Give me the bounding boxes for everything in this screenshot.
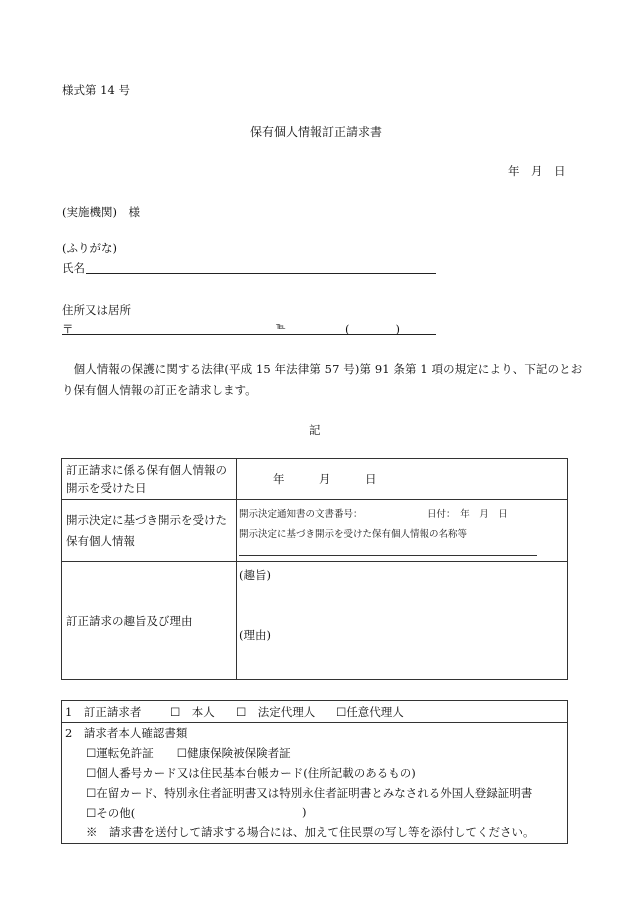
row1-label-1: 訂正請求に係る保有個人情報の bbox=[66, 463, 227, 477]
doc-line-4-close: ) bbox=[302, 805, 307, 819]
opt-self-checkbox[interactable]: ☐ 本人 bbox=[170, 705, 215, 719]
row2-doc-no: 開示決定通知書の文書番号： bbox=[239, 509, 363, 520]
row3-purpose: (趣旨) bbox=[239, 568, 271, 582]
row3-reason: (理由) bbox=[239, 628, 271, 642]
form-number: 様式第 14 号 bbox=[62, 83, 130, 97]
page-title: 保有個人情報訂正請求書 bbox=[250, 125, 383, 139]
row2-label-cell bbox=[62, 500, 237, 562]
disclosure-date-field[interactable] bbox=[237, 459, 568, 500]
row2-label-2: 保有個人情報 bbox=[66, 533, 135, 548]
body-text-1: 個人情報の保護に関する法律(平成 15 年法律第 57 号)第 91 条第 1 項の規定により、下記のとお bbox=[62, 362, 583, 376]
row2-date: 日付： 年 月 日 bbox=[427, 509, 508, 520]
name-label: 氏名 bbox=[62, 261, 85, 275]
postal-mark: 〒 bbox=[62, 322, 74, 336]
requester-box bbox=[61, 700, 568, 844]
recipient: (実施機関) 様 bbox=[62, 205, 140, 219]
row1-label-cell bbox=[62, 459, 237, 500]
row2-name-line bbox=[239, 555, 537, 556]
requester-label: 1 訂正請求者 bbox=[65, 705, 142, 719]
doc-line-3[interactable]: ☐在留カード、特別永住者証明書又は特別永住者証明書とみなされる外国人登録証明書 bbox=[86, 786, 533, 800]
doc-line-4[interactable]: ☐その他( bbox=[86, 806, 136, 820]
id-docs-label: 2 請求者本人確認書類 bbox=[65, 726, 188, 740]
ki-mark: 記 bbox=[309, 423, 321, 437]
name-field[interactable] bbox=[86, 273, 436, 274]
tel-label: ℡ bbox=[276, 322, 286, 332]
row2-label-1: 開示決定に基づき開示を受けた bbox=[66, 512, 227, 527]
doc-line-1[interactable]: ☐運転免許証 ☐健康保険被保険者証 bbox=[86, 746, 291, 760]
opt-legal-checkbox[interactable]: ☐ 法定代理人 bbox=[236, 705, 316, 719]
address-label: 住所又は居所 bbox=[62, 303, 131, 317]
row1-label-2: 開示を受けた日 bbox=[66, 481, 147, 495]
opt-voluntary-checkbox[interactable]: ☐任意代理人 bbox=[336, 705, 404, 719]
disclosed-info-field[interactable] bbox=[237, 500, 568, 562]
requester-row bbox=[62, 701, 567, 723]
furigana-label: (ふりがな) bbox=[62, 241, 117, 255]
row3-label: 訂正請求の趣旨及び理由 bbox=[66, 613, 193, 628]
row2-name: 開示決定に基づき開示を受けた保有個人情報の名称等 bbox=[239, 529, 468, 540]
attachment-note: ※ 請求書を送付して請求する場合には、加えて住民票の写し等を添付してください。 bbox=[86, 825, 535, 839]
request-table bbox=[61, 458, 568, 680]
body-text-2: り保有個人情報の訂正を請求します。 bbox=[62, 383, 257, 397]
correction-reason-field[interactable] bbox=[237, 562, 568, 680]
tel-paren: ( ) bbox=[345, 322, 400, 336]
row3-label-cell bbox=[62, 562, 237, 680]
date-line: 年 月 日 bbox=[508, 164, 566, 178]
row1-value: 年 月 日 bbox=[273, 472, 377, 486]
address-field[interactable] bbox=[62, 334, 436, 335]
doc-line-2[interactable]: ☐個人番号カード又は住民基本台帳カード(住所記載のあるもの) bbox=[86, 766, 416, 780]
